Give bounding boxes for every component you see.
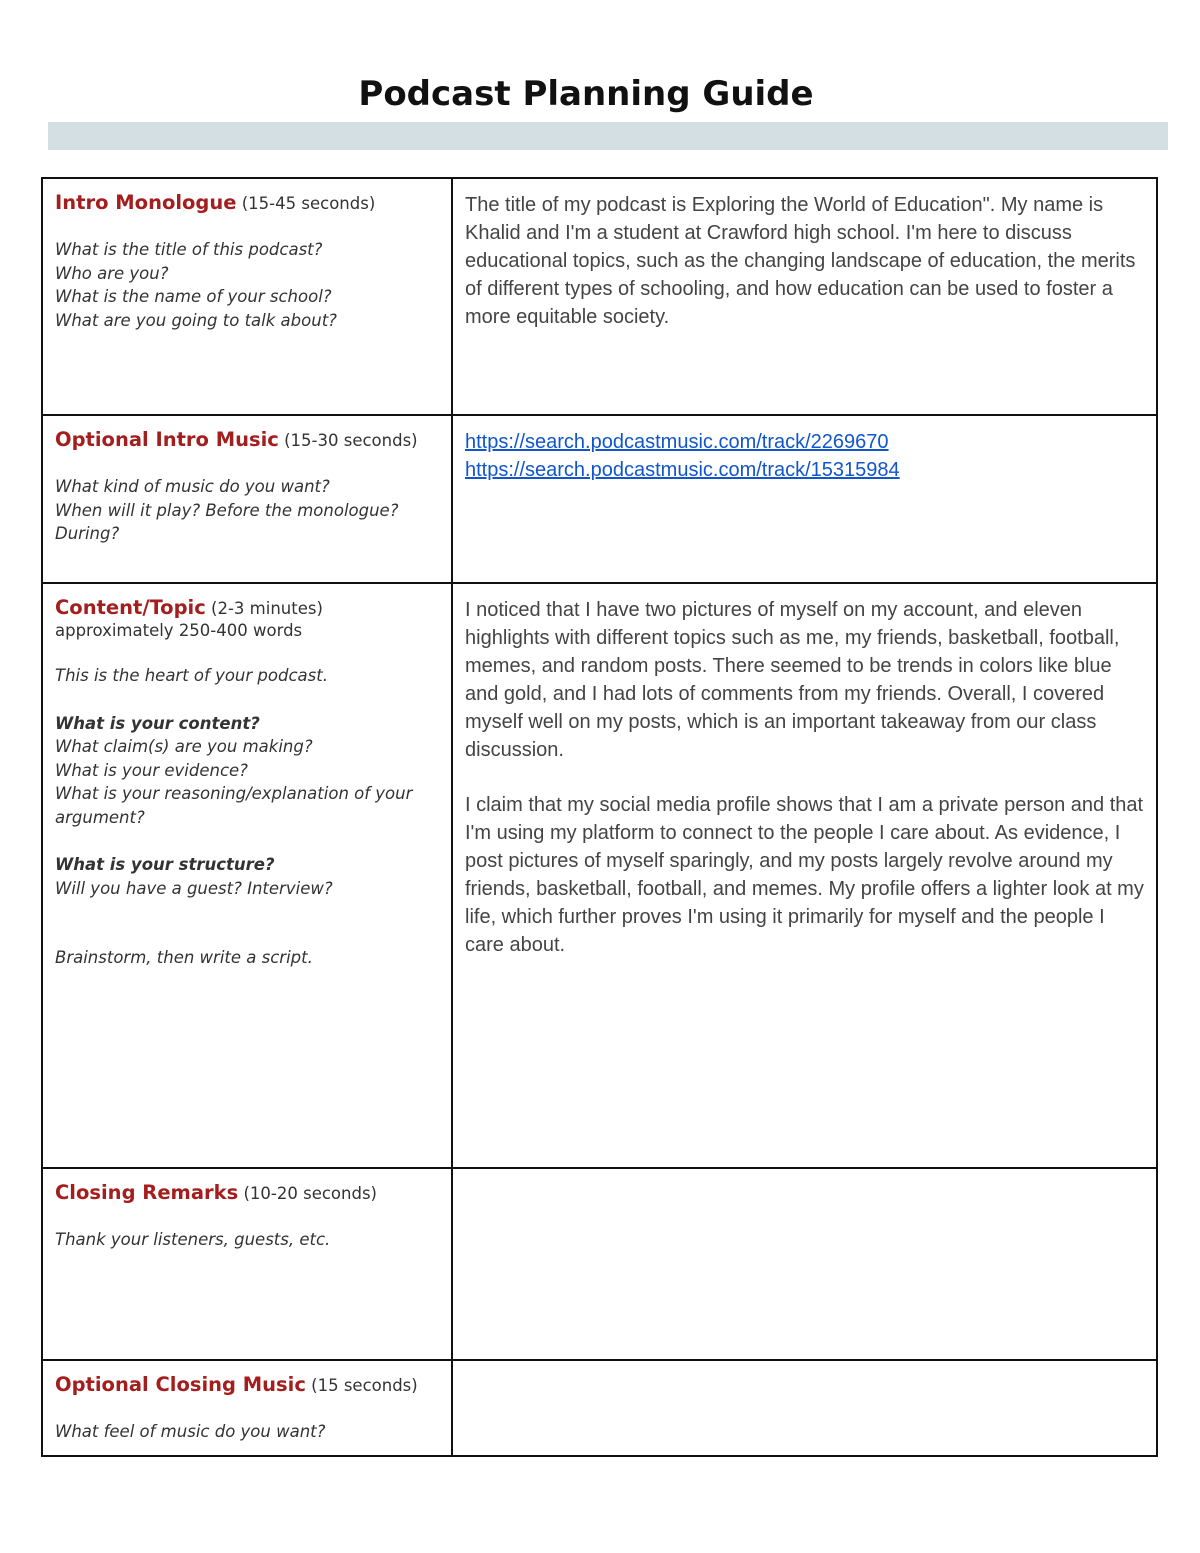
music-link-1[interactable]: https://search.podcastmusic.com/track/2269670 xyxy=(465,431,889,453)
section-duration: (15 seconds) xyxy=(311,1376,418,1395)
prompt-cell xyxy=(42,583,452,1168)
table-row-intro-monologue xyxy=(42,178,1157,415)
prompt-question: What are you going to talk about? xyxy=(55,310,337,330)
prompt-question: What claim(s) are you making? xyxy=(55,737,313,756)
response-cell[interactable] xyxy=(452,1168,1157,1360)
prompt-question: What is the title of this podcast? xyxy=(55,240,323,259)
prompt-cell xyxy=(42,1360,452,1456)
response-cell[interactable] xyxy=(452,178,1157,415)
brainstorm-note: Brainstorm, then write a script. xyxy=(55,948,313,967)
prompt-question: What feel of music do you want? xyxy=(55,1422,326,1441)
response-paragraph: I claim that my social media profile shows that I am a private person and that I'm using my platform to connect to the people I care about. As evidence, I post pictures of myself sparingly, and my posts largely revolve around my friends, basketball, football, and memes. My profile offers a lighter look at my life, which further proves I'm using it primarily for myself and the people I care about. xyxy=(465,794,1144,956)
table-row-closing-remarks xyxy=(42,1168,1157,1360)
prompt-question: Thank your listeners, guests, etc. xyxy=(55,1230,331,1249)
prompt-cell xyxy=(42,178,452,415)
section-heading: Optional Closing Music xyxy=(55,1373,306,1396)
section-duration: (15-30 seconds) xyxy=(284,431,418,450)
prompt-question: Who are you? xyxy=(55,263,169,283)
section-heading: Closing Remarks xyxy=(55,1181,239,1204)
title-underline-bar xyxy=(48,122,1168,150)
response-cell[interactable] xyxy=(452,583,1157,1168)
planning-table xyxy=(41,177,1158,1457)
music-link-2[interactable]: https://search.podcastmusic.com/track/15315984 xyxy=(465,459,900,481)
table-row-intro-music xyxy=(42,415,1157,583)
prompt-question: During? xyxy=(55,524,120,543)
section-duration: (10-20 seconds) xyxy=(243,1184,377,1203)
prompt-cell xyxy=(42,415,452,583)
table-row-closing-music xyxy=(42,1360,1157,1456)
word-count-note: approximately 250-400 words xyxy=(55,621,303,640)
prompt-question: What is the name of your school? xyxy=(55,287,332,306)
section-heading: Optional Intro Music xyxy=(55,428,279,451)
table-row-content-topic xyxy=(42,583,1157,1168)
response-text: The title of my podcast is Exploring the World of Education". My name is Khalid and I'm a student at Crawford high school. I'm here to discuss educational topics, such as the changing landscape of education, the merits of different types of schooling, and how education can be used to foster a more equitable society. xyxy=(465,194,1136,328)
prompt-question: Will you have a guest? Interview? xyxy=(55,878,333,898)
response-cell[interactable] xyxy=(452,415,1157,583)
section-duration: (15-45 seconds) xyxy=(241,194,376,213)
section-heading: Intro Monologue xyxy=(55,191,237,214)
response-paragraph: I noticed that I have two pictures of myself on my account, and eleven highlights with different topics such as me, my friends, basketball, football, memes, and random posts. There seemed to be trends in colors like blue and gold, and I had lots of comments from my friends. Overall, I covered myself well on my posts, which is an important takeaway from our class discussion. xyxy=(465,599,1120,761)
section-heading: Content/Topic xyxy=(55,596,206,619)
prompt-cell xyxy=(42,1168,452,1360)
prompt-question: What kind of music do you want? xyxy=(55,477,330,496)
page-title: Podcast Planning Guide xyxy=(358,74,814,114)
prompt-question: What is your evidence? xyxy=(55,760,248,780)
prompt-question: What is your reasoning/explanation of your argument? xyxy=(55,784,413,827)
response-cell[interactable] xyxy=(452,1360,1157,1456)
heart-note: This is the heart of your podcast. xyxy=(55,666,328,685)
structure-heading: What is your structure? xyxy=(55,855,275,874)
content-heading: What is your content? xyxy=(55,713,260,733)
prompt-question: When will it play? Before the monologue? xyxy=(55,500,399,520)
section-duration: (2-3 minutes) xyxy=(211,599,323,618)
